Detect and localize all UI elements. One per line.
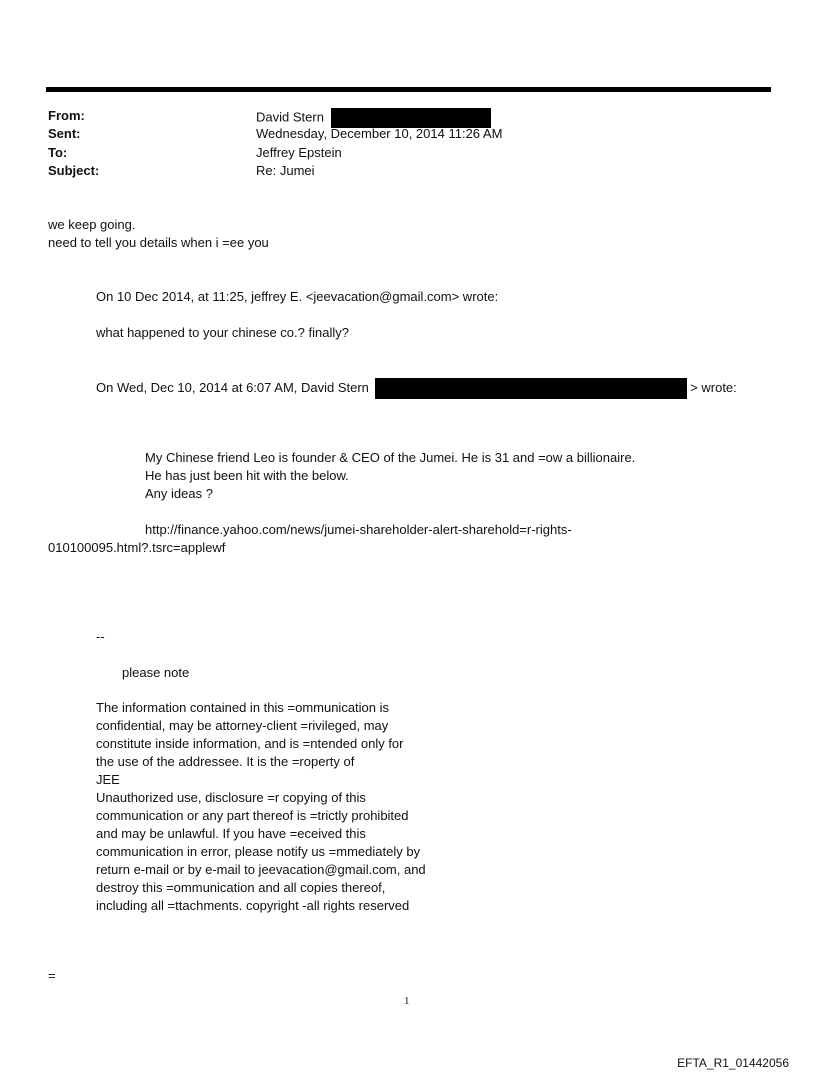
quote2-header-suffix: > wrote: [690, 379, 737, 395]
disclaimer-line: and may be unlawful. If you have =eceived this [96, 826, 366, 841]
quote2-header [96, 378, 737, 399]
trailing-equals: = [48, 968, 56, 983]
from-label: From: [48, 108, 85, 123]
sent-value: Wednesday, December 10, 2014 11:26 AM [256, 126, 503, 141]
url-line-1: http://finance.yahoo.com/news/jumei-shareholder-alert-sharehold=r-rights- [145, 522, 572, 537]
message-line-2: He has just been hit with the below. [145, 468, 349, 483]
redaction-box [375, 378, 687, 399]
disclaimer-line: communication in error, please notify us =mmediately by [96, 844, 421, 859]
disclaimer-line: The information contained in this =ommunication is [96, 700, 390, 715]
to-label: To: [48, 145, 68, 160]
sent-label: Sent: [48, 126, 81, 141]
redaction-box [331, 108, 491, 128]
disclaimer-line: JEE [96, 772, 120, 787]
disclaimer-line: confidential, may be attorney-client =rivileged, may [96, 718, 389, 733]
disclaimer-line: the use of the addressee. It is the =roperty of [96, 754, 355, 769]
quote1-header: On 10 Dec 2014, at 11:25, jeffrey E. <jeevacation@gmail.com> wrote: [96, 289, 499, 304]
top-rule [46, 87, 771, 92]
disclaimer-line: Unauthorized use, disclosure =r copying of this [96, 790, 366, 805]
from-name: David Stern [256, 109, 324, 125]
message-line-3: Any ideas ? [145, 486, 213, 501]
subject-label: Subject: [48, 163, 100, 178]
message-line-1: My Chinese friend Leo is founder & CEO of the Jumei. He is 31 and =ow a billionaire. [145, 450, 636, 465]
disclaimer-line: communication or any part thereof is =trictly prohibited [96, 808, 409, 823]
disclaimer-line: return e-mail or by e-mail to jeevacation@gmail.com, and [96, 862, 426, 877]
subject-value: Re: Jumei [256, 163, 315, 178]
url-line-2: 010100095.html?.tsrc=applewf [48, 540, 226, 555]
signature-dashes: -- [96, 629, 105, 644]
please-note: please note [122, 665, 190, 680]
to-value: Jeffrey Epstein [256, 145, 342, 160]
quote2-header-prefix: On Wed, Dec 10, 2014 at 6:07 AM, David Stern [96, 379, 369, 395]
quote1-text: what happened to your chinese co.? finally? [96, 325, 349, 340]
from-value [256, 108, 491, 128]
body-line-2: need to tell you details when i =ee you [48, 235, 269, 250]
body-line-1: we keep going. [48, 217, 136, 232]
page-number: 1 [404, 995, 410, 1007]
disclaimer-line: destroy this =ommunication and all copies thereof, [96, 880, 386, 895]
disclaimer-line: including all =ttachments. copyright -all rights reserved [96, 898, 410, 913]
document-id: EFTA_R1_01442056 [677, 1056, 789, 1070]
disclaimer-line: constitute inside information, and is =ntended only for [96, 736, 404, 751]
